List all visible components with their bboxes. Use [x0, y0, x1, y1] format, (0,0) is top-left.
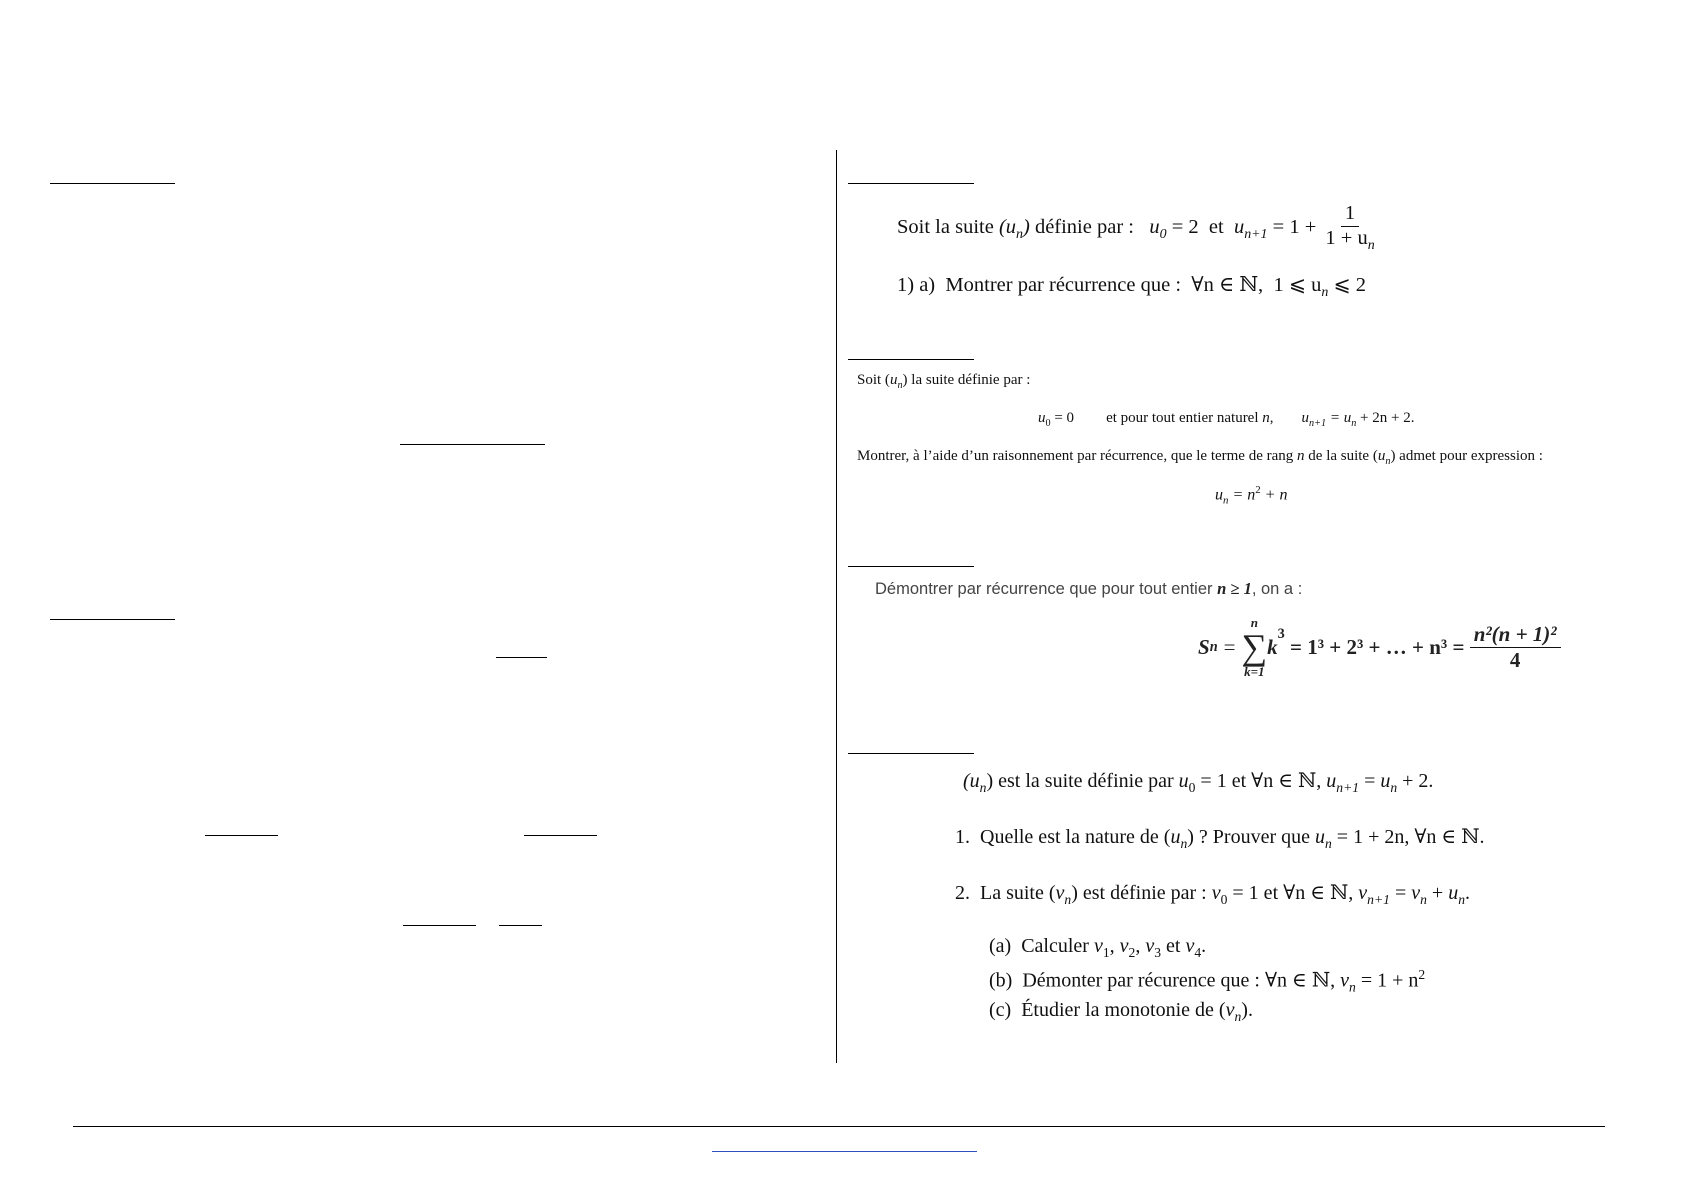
ex1-question-1a: 1) a) Montrer par récurrence que : ∀n ∈ ℕ, 1 ⩽ $u_n$ ⩽ 2 [897, 274, 1367, 301]
left-heading-underline-1 [50, 183, 175, 184]
ex1-heading-underline [848, 183, 974, 184]
footer-rule [73, 1126, 1605, 1127]
ex4-intro: $(u_n)$ est la suite définie par $u_0 = 1$ et ∀n ∈ ℕ, $u_{n+1} = u_n + 2$. [963, 770, 1434, 795]
ex2-recurrence: $u_0 = 0$ et pour tout entier naturel n, $u_{n+1} = u_n + 2n + 2$. [1038, 410, 1415, 429]
ex2-formula: $u_n = n^2 + n$ [1215, 484, 1288, 507]
left-rule-6 [499, 925, 542, 926]
footer-link-underline[interactable] [712, 1151, 977, 1152]
ex4-question-2: 2. La suite $(v_n)$ est définie par : $v_0 = 1$ et ∀n ∈ ℕ, $v_{n+1} = v_n + u_n$. [955, 882, 1470, 907]
left-rule-3 [205, 835, 278, 836]
left-rule-2 [496, 657, 547, 658]
ex4-question-2c: (c) Étudier la monotonie de $(v_n)$. [989, 999, 1253, 1024]
ex4-heading-underline [848, 753, 974, 754]
ex2-heading-underline [848, 359, 974, 360]
left-rule-5 [403, 925, 476, 926]
ex4-question-1: 1. Quelle est la nature de $(u_n)$ ? Prouver que $u_n = 1 + 2n$, ∀n ∈ ℕ. [955, 826, 1485, 851]
ex1-fraction: $\frac{1}{1 + u_n}$ [1325, 202, 1375, 254]
ex3-statement: Démontrer par récurrence que pour tout entier n ≥ 1, on a : [875, 579, 1303, 598]
left-heading-underline-2 [50, 619, 175, 620]
ex3-heading-underline [848, 566, 974, 567]
ex3-sum-sign: n ∑ k=1 [1241, 615, 1268, 679]
ex3-sum-formula: S n = n ∑ k=1 k $^3$ = 1³ + 2³ + … + n³ = $\frac{\text{n²(n + 1)²}}{4}$ [1198, 616, 1561, 678]
ex2-intro: Soit $(u_n)$ la suite définie par : [857, 372, 1031, 391]
ex2-question: Montrer, à l’aide d’un raisonnement par récurrence, que le terme de rang n de la suite $(u_n)$ admet pour expression : [857, 448, 1543, 467]
ex3-fraction: $\frac{\text{n²(n + 1)²}}{4}$ [1470, 622, 1561, 671]
left-rule-4 [524, 835, 597, 836]
ex4-question-2a: (a) Calculer $v_1$, $v_2$, $v_3$ et $v_4$. [989, 935, 1207, 960]
left-rule-1 [400, 444, 545, 445]
ex4-question-2b: (b) Démonter par récurence que : ∀n ∈ ℕ, $v_n = 1 + n^2$ [989, 967, 1426, 995]
column-divider [836, 150, 837, 1063]
ex1-definition: Soit la suite $(u_n)$ définie par : $u_0 = 2$ et $u_{n+1} = 1$ + $\frac{1}{1 + u_n}$ [897, 200, 1379, 262]
